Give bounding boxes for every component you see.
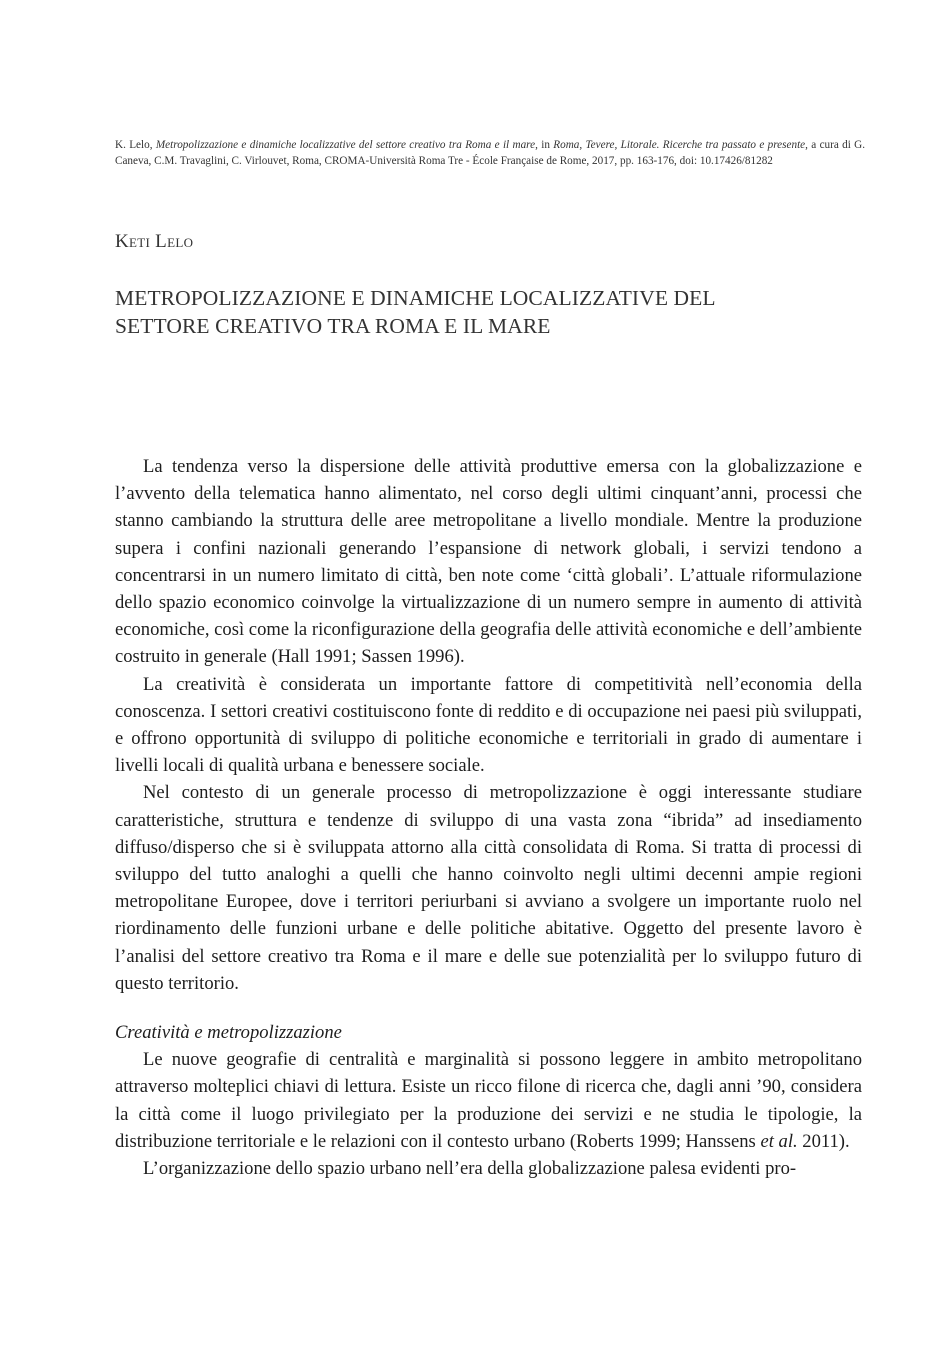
paragraph-4 — [115, 1046, 862, 1155]
citation-article-title: Metropolizzazione e dinamiche localizzative del settore creativo tra Roma e il mare, — [155, 139, 538, 151]
article-title-line-1: METROPOLIZZAZIONE E DINAMICHE LOCALIZZATIVE DEL — [115, 286, 716, 310]
et-al: et al. — [760, 1130, 798, 1152]
article-body — [115, 453, 862, 1182]
paragraph-2: La creatività è considerata un importante fattore di competitività nell’economia della conoscenza. I settori creativi costituiscono fonte di reddito e di occupazione nei paesi più sviluppati, e offrono opportunità di sviluppo di politiche economiche e territoriali in grado di aumentare i livelli locali di qualità urbana e benessere sociale. — [115, 673, 862, 777]
citation-details: a cura di G. Caneva, C.M. Travaglini, C. Virlouvet, Roma, CROMA-Università Roma Tre - École Française de Rome, 2017, pp. 163-176, doi: 10.17426/81282 — [115, 139, 866, 167]
author-name: Keti Lelo — [115, 231, 194, 252]
article-title — [115, 284, 865, 340]
citation-author: K. Lelo, — [115, 139, 153, 151]
paragraph-3: Nel contesto di un generale processo di metropolizzazione è oggi interessante studiare caratteristiche, struttura e tendenze di sviluppo di una vasta zona “ibrida” ad insediamento diffuso/disperso che si è sviluppata attorno alla città consolidata di Roma. Si tratta di processi di sviluppo del tutto analoghi a quelli che hanno coinvolto negli ultimi decenni ampie regioni metropolitane Europee, dove i territori periurbani si avviano a svolgere un importante ruolo nel riordinamento delle funzioni urbane e delle politiche abitative. Oggetto del presente lavoro è l’analisi del settore creativo tra Roma e il mare e delle sue potenzialità per lo sviluppo futuro di questo territorio. — [115, 782, 862, 994]
section-heading: Creatività e metropolizzazione — [115, 1022, 342, 1044]
citation-header — [115, 137, 865, 169]
paragraph-4-text: Le nuove geografie di centralità e marginalità si possono leggere in ambito metropolitano attraverso molteplici chiavi di lettura. Esiste un ricco filone di ricerca che, dagli anni ’90, considera la città come il luogo privilegiato per la produzione dei servizi e ne studia le tipologie, la distribuzione territoriale e le relazioni con il contesto urbano (Roberts 1999; Hanssens — [115, 1049, 862, 1152]
paragraph-5: L’organizzazione dello spazio urbano nell’era della globalizzazione palesa evidenti pro- — [143, 1158, 797, 1180]
article-title-line-2: SETTORE CREATIVO TRA ROMA E IL MARE — [115, 314, 551, 338]
paragraph-1: La tendenza verso la dispersione delle attività produttive emersa con la globalizzazione e l’avvento della telematica hanno alimentato, nel corso degli ultimi cinquant’anni, processi che stanno cambiando la struttura delle aree metropolitane a livello mondiale. Mentre la produzione supera i confini nazionali generando l’espansione di network globali, i servizi tendono a concentrarsi in un numero limitato di città, ben note come ‘città globali’. L’attuale riformulazione dello spazio economico coinvolge la virtualizzazione di un numero sempre in aumento di attività economiche, così come la riconfigurazione della geografia delle attività economiche e dell’ambiente costruito in generale (Hall 1991; Sassen 1996). — [115, 456, 862, 668]
citation-in: in — [541, 139, 550, 151]
paragraph-4-end: 2011). — [802, 1130, 850, 1152]
citation-book-title: Roma, Tevere, Litorale. Ricerche tra passato e presente, — [553, 139, 808, 151]
